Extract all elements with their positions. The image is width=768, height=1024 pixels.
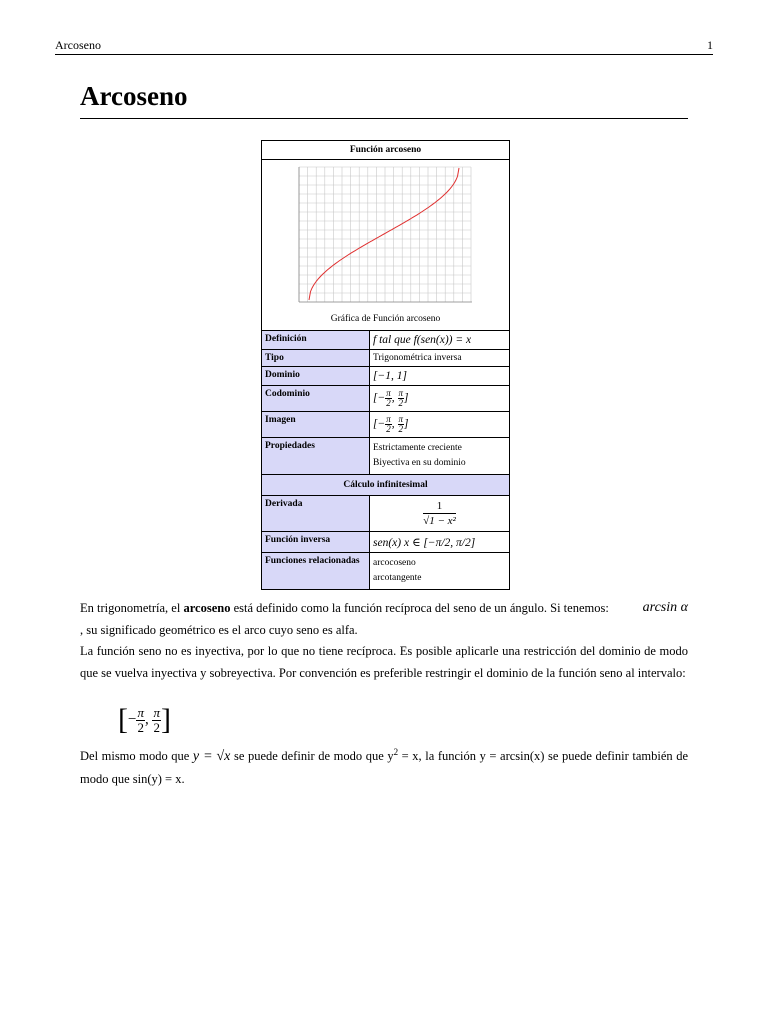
row-label: Tipo [262, 350, 370, 366]
arcsine-graph-icon [294, 162, 474, 312]
row-label: Propiedades [262, 438, 370, 474]
row-value: [−1, 1] [373, 370, 407, 382]
row-value: arcocoseno arcotangente [373, 558, 422, 583]
row-value: f tal que f(sen(x)) = x [373, 334, 472, 346]
infobox-caption: Gráfica de Función arcoseno [330, 314, 441, 324]
infobox-graph [262, 160, 509, 331]
row-value: $\frac{1}{\text{√1 − x²}}$ [423, 500, 456, 527]
page-number: 1 [707, 38, 713, 52]
row-value: Estrictamente creciente Biyectiva en su dominio [373, 443, 466, 468]
paragraph-1: En trigonometría, el arcoseno está definido como la función recíproca del seno de un ángulo. Si tenemos: arcsin α , su significado geométrico es el arco cuyo seno es alfa. [80, 597, 688, 641]
row-label: Función inversa [262, 532, 370, 552]
infobox-row-tipo [262, 350, 509, 367]
infobox-header: Función arcoseno [262, 141, 509, 160]
infobox-row-dominio [262, 367, 509, 386]
infobox-row-codominio [262, 386, 509, 412]
display-interval: [− $\frac{\pi}{2}$ , $\frac{\pi}{2}$ ] [118, 703, 171, 736]
infobox-row-imagen [262, 412, 509, 438]
infobox [261, 140, 510, 590]
infobox-row-derivada [262, 496, 509, 532]
row-label: Definición [262, 331, 370, 349]
infobox-row-funciones-relacionadas [262, 553, 509, 589]
inline-math: arcsin α [642, 600, 688, 615]
row-value: sen(x) x ∈ [−π/2, π/2] [373, 537, 476, 549]
row-label: Imagen [262, 412, 370, 437]
page-title: Arcoseno [80, 80, 688, 119]
infobox-section-calculo: Cálculo infinitesimal [262, 475, 509, 496]
running-head-title: Arcoseno [55, 38, 101, 52]
row-label: Funciones relacionadas [262, 553, 370, 589]
infobox-row-definicion [262, 331, 509, 350]
row-value: Trigonométrica inversa [373, 353, 462, 363]
paragraph-3: Del mismo modo que y = √x se puede definir de modo que $y^2 = x$, la función y = arcsin(x) se puede definir también de modo que sin(y) = x. [80, 747, 688, 787]
inline-math: y = √x [192, 749, 231, 765]
row-label: Derivada [262, 496, 370, 531]
row-label: Dominio [262, 367, 370, 385]
infobox-row-funcion-inversa [262, 532, 509, 553]
paragraph-2: La función seno no es inyectiva, por lo que no tiene recíproca. Es posible aplicarle una restricción del dominio de modo que se vuelva inyectiva y sobreyectiva. Por convención es preferible restringir el dominio de la función seno al intervalo: [80, 644, 688, 680]
row-label: Codominio [262, 386, 370, 411]
infobox-row-propiedades [262, 438, 509, 475]
row-value: [− $\frac{\pi}{2}$ , $\frac{\pi}{2}$ ] [373, 388, 409, 408]
running-head [55, 38, 713, 55]
row-value: [− $\frac{\pi}{2}$ , $\frac{\pi}{2}$ ] [373, 414, 409, 434]
